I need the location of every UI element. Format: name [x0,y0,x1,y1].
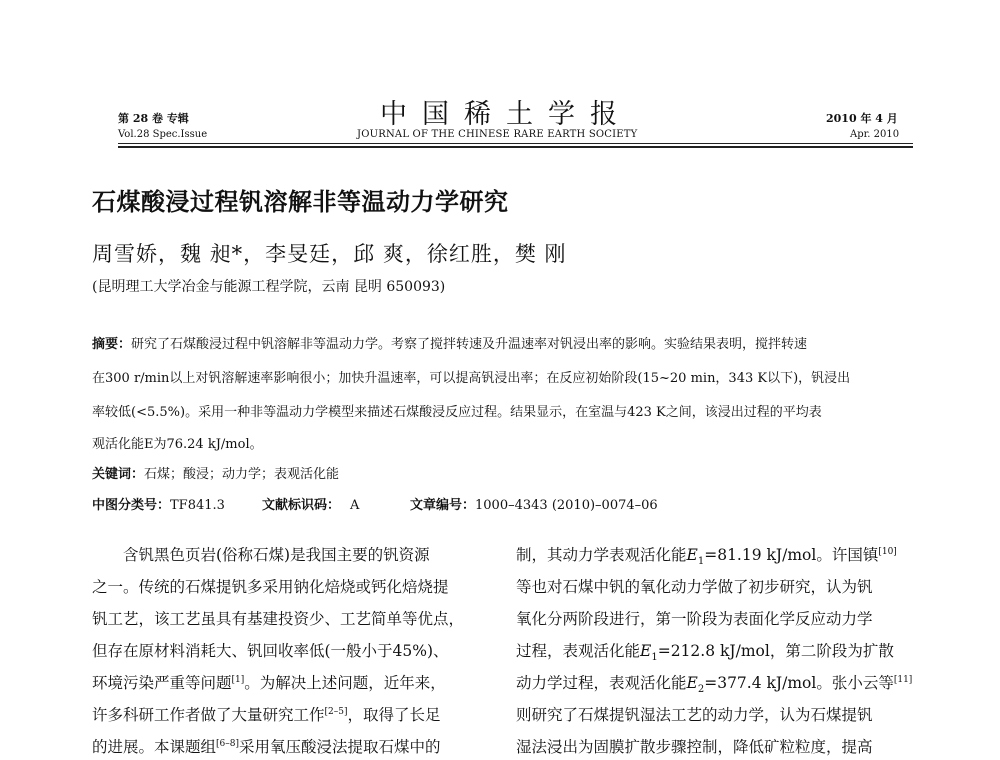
body-text-line: 含钒黑色页岩(俗称石煤)是我国主要的钒资源 [92,546,430,564]
body-text-line: 制，其动力学表观活化能$E_1=81.19$ kJ/mol。许国镇[10] [516,546,897,568]
journal-title-en: JOURNAL OF THE CHINESE RARE EARTH SOCIETY [357,129,638,140]
body-text-line: 氧化分两阶段进行，第一阶段为表面化学反应动力学 [516,610,873,628]
abstract-line: 在300 r/min以上对钒溶解速率影响很小；加快升温速率，可以提高钒浸出率；在反应初始阶段(15~20 min，343 K以下)，钒浸出 [92,371,851,386]
body-text-line: 之一。传统的石煤提钒多采用钠化焙烧或钙化焙烧提 [92,578,449,596]
keywords-line [92,463,339,482]
body-text-line: 环境污染严重等问题[1]。为解决上述问题，近年来， [92,674,446,692]
abstract-line: 率较低(<5.5%)。采用一种非等温动力学模型来描述石煤酸浸反应过程。结果显示，在室温与423 K之间，该浸出过程的平均表 [92,405,822,420]
clc-value: TF841.3 [170,498,225,513]
keywords-label: 关键词： [92,467,145,482]
abstract-text: 研究了石煤酸浸过程中钒溶解非等温动力学。考察了搅拌转速及升温速率对钒浸出率的影响。实验结果表明，搅拌转速 [131,337,808,352]
abstract-line [92,333,807,352]
body-text-line: 等也对石煤中钒的氧化动力学做了初步研究，认为钒 [516,578,873,596]
body-text-line: 动力学过程，表观活化能$E_2=377.4$ kJ/mol。张小云等[11] [516,674,913,696]
article-number-line [410,494,658,513]
body-text-line: 许多科研工作者做了大量研究工作[2–5]，取得了长足 [92,706,441,724]
article-number-value: 1000–4343 (2010)–0074–06 [475,498,658,513]
body-text-line: 但存在原材料消耗大、钒回收率低(一般小于45%)、 [92,642,449,660]
journal-title-cn: 中国稀土学报 [380,99,632,130]
article-number-label: 文章编号： [410,498,476,513]
body-text-line: 钒工艺，该工艺虽具有基建投资少、工艺简单等优点， [92,610,465,628]
article-title: 石煤酸浸过程钒溶解非等温动力学研究 [92,187,509,216]
header-rule-thick [118,146,913,148]
date-cn: 2010 年 4 月 [826,112,898,125]
classification-line [92,494,225,513]
volume-cn: 第 28 卷 专辑 [118,112,189,125]
body-text-line: 过程，表观活化能$E_1=212.8$ kJ/mol，第二阶段为扩散 [516,642,894,664]
author-list: 周雪娇，魏 昶*，李旻廷，邱 爽，徐红胜，樊 刚 [92,242,567,266]
abstract-label: 摘要： [92,337,132,352]
body-text-line: 湿法浸出为固膜扩散步骤控制，降低矿粒粒度，提高 [516,738,873,756]
header-rule-thin [118,143,913,144]
body-text-line: 则研究了石煤提钒湿法工艺的动力学，认为石煤提钒 [516,706,873,724]
doc-code-value: A [350,498,360,513]
abstract-line: 观活化能E为76.24 kJ/mol。 [92,437,263,452]
clc-label: 中图分类号： [92,498,171,513]
keywords-value: 石煤；酸浸；动力学；表观活化能 [144,467,340,482]
doc-code-line [262,494,359,513]
volume-en: Vol.28 Spec.Issue [118,129,208,140]
date-en: Apr. 2010 [850,129,900,140]
doc-code-label: 文献标识码： [262,498,341,513]
body-text-line: 的进展。本课题组[6–8]采用氧压酸浸法提取石煤中的 [92,738,441,756]
affiliation: (昆明理工大学冶金与能源工程学院，云南 昆明 650093) [92,279,446,295]
